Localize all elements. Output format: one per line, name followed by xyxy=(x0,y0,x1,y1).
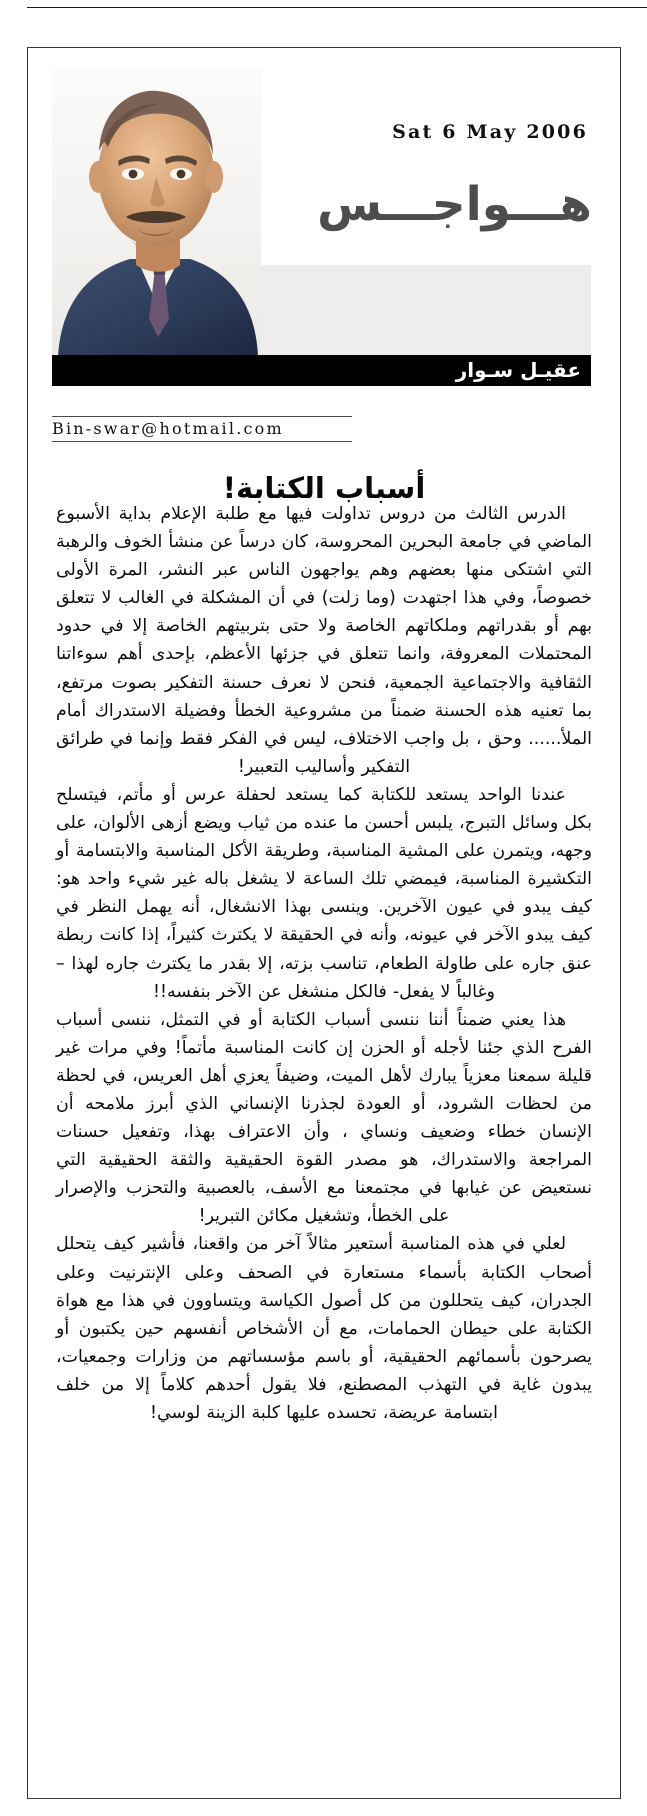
article-paragraph: عندنا الواحد يستعد للكتابة كما يستعد لحفلة عرس أو مأتم، فيتسلح بكل وسائل التبرج، يلبس أحسن ما عنده من ثياب ويضع أزهى الألوان، على وجهه، ويتمرن على المشية المناسبة، وطريقة الأكل المناسبة والابتسامة أو التكشيرة المناسبة، فيمضي تلك الساعة لا يشغل باله غير شيء واحد هو: كيف يبدو في عيون الآخرين. وينسى بهذا الانشغال، أنه يهمل النظر في كيف يبدو الآخر في عيونه، وأنه في الحقيقة لا يكترث كثيراً، إذا كانت ربطة عنق جاره على طاولة الطعام، تناسب بزته، إلا بقدر ما يكترث جاره لهذا – وغالباً لا يفعل- فالكل منشغل عن الآخر بنفسه!! xyxy=(56,784,592,1002)
page-top-rule xyxy=(27,7,647,8)
byline-bar xyxy=(52,355,591,386)
masthead-gray-band xyxy=(261,265,591,355)
author-email-block[interactable] xyxy=(52,416,352,442)
article-paragraph: الدرس الثالث من دروس تداولت فيها مع طلبة الإعلام بداية الأسبوع الماضي في جامعة البحرين المحروسة، كان درساً عن منشأ الخوف والرهبة التي اشتكى منها بعضهم وهم يواجهون الناس عبر النشر، المرة الأولى خصوصاً، وفي هذا اجتهدت (وما زلت) في أن المشكلة في الغالب لا تتعلق بهم أو بقدراتهم وملكاتهم الخاصة ولا حتى بتربيتهم الخاصة إلا في حدود المحتملات المعروفة، وانما تتعلق في جزئها الأعظم، بإحدى أهم سوءاتنا الثقافية والاجتماعية الجمعية، فنحن لا نعرف حسنة التفكير بصوت مرتفع، بما تعنيه هذه الحسنة ضمناً من مشروعية الخطأ وفضيلة الاستدراك أمام الملأ...... وحق ، بل واجب الاختلاف، ليس في الفكر فقط وإنما في طرائق التفكير وأساليب التعبير! xyxy=(56,504,592,777)
author-email[interactable]: Bin-swar@hotmail.com xyxy=(52,419,284,438)
column-logo-title: هـــواجـــس xyxy=(317,177,592,232)
author-name: عقيـل سـوار xyxy=(455,358,581,382)
article-paragraph: لعلي في هذه المناسبة أستعير مثالاً آخر من واقعنا، فأشير كيف يتحلل أصحاب الكتابة بأسماء مستعارة في الصحف وعلى الإنترنيت وعلى الجدران، كيف يتحللون من كل أصول الكياسة ويتساوون في هذا مع هواة الكتابة على حيطان الحمامات، مع أن الأشخاص أنفسهم حين يكتبون أو يصرحون بأسمائهم الحقيقية، أو باسم مؤسساتهم من وزارات وجمعيات، يبدون غاية في التهذب المصطنع، فلا يقول أحدهم كلاماً إلا من خلف ابتسامة عريضة، تحسده عليها كلبة الزينة لوسي! xyxy=(56,1234,592,1423)
author-portrait-photo xyxy=(52,69,261,356)
article-paragraph: هذا يعني ضمناً أننا ننسى أسباب الكتابة أو في التمثل، ننسى أسباب الفرح الذي جئنا لأجله أو الحزن إن كانت المناسبة مأتماً! وفي مرات غير قليلة سمعنا معزياً يبارك لأهل الميت، وضيفاً يعزي أهل العريس، في لحظة من لحظات الشرود، أو العودة لجذرنا الإنساني الذي أبرز ملامحه أن الإنسان خطاء وضعيف ونساي ، وأن الاعتراف بهذا، وتفعيل حسنات المراجعة والاستدراك، هو مصدر القوة الحقيقية والثقة الحقيقية التي نستعيض عن غيابها في مجتمعنا مع الأسف، بالعصبية والتحزب والإصرار على الخطأ، وتشغيل مكائن التبرير! xyxy=(56,1009,592,1227)
article-frame xyxy=(27,47,621,1799)
article-body xyxy=(56,500,592,1427)
article-headline: أسباب الكتابة! xyxy=(222,471,426,506)
column-masthead xyxy=(28,69,620,382)
publication-date: Sat 6 May 2006 xyxy=(392,121,588,143)
